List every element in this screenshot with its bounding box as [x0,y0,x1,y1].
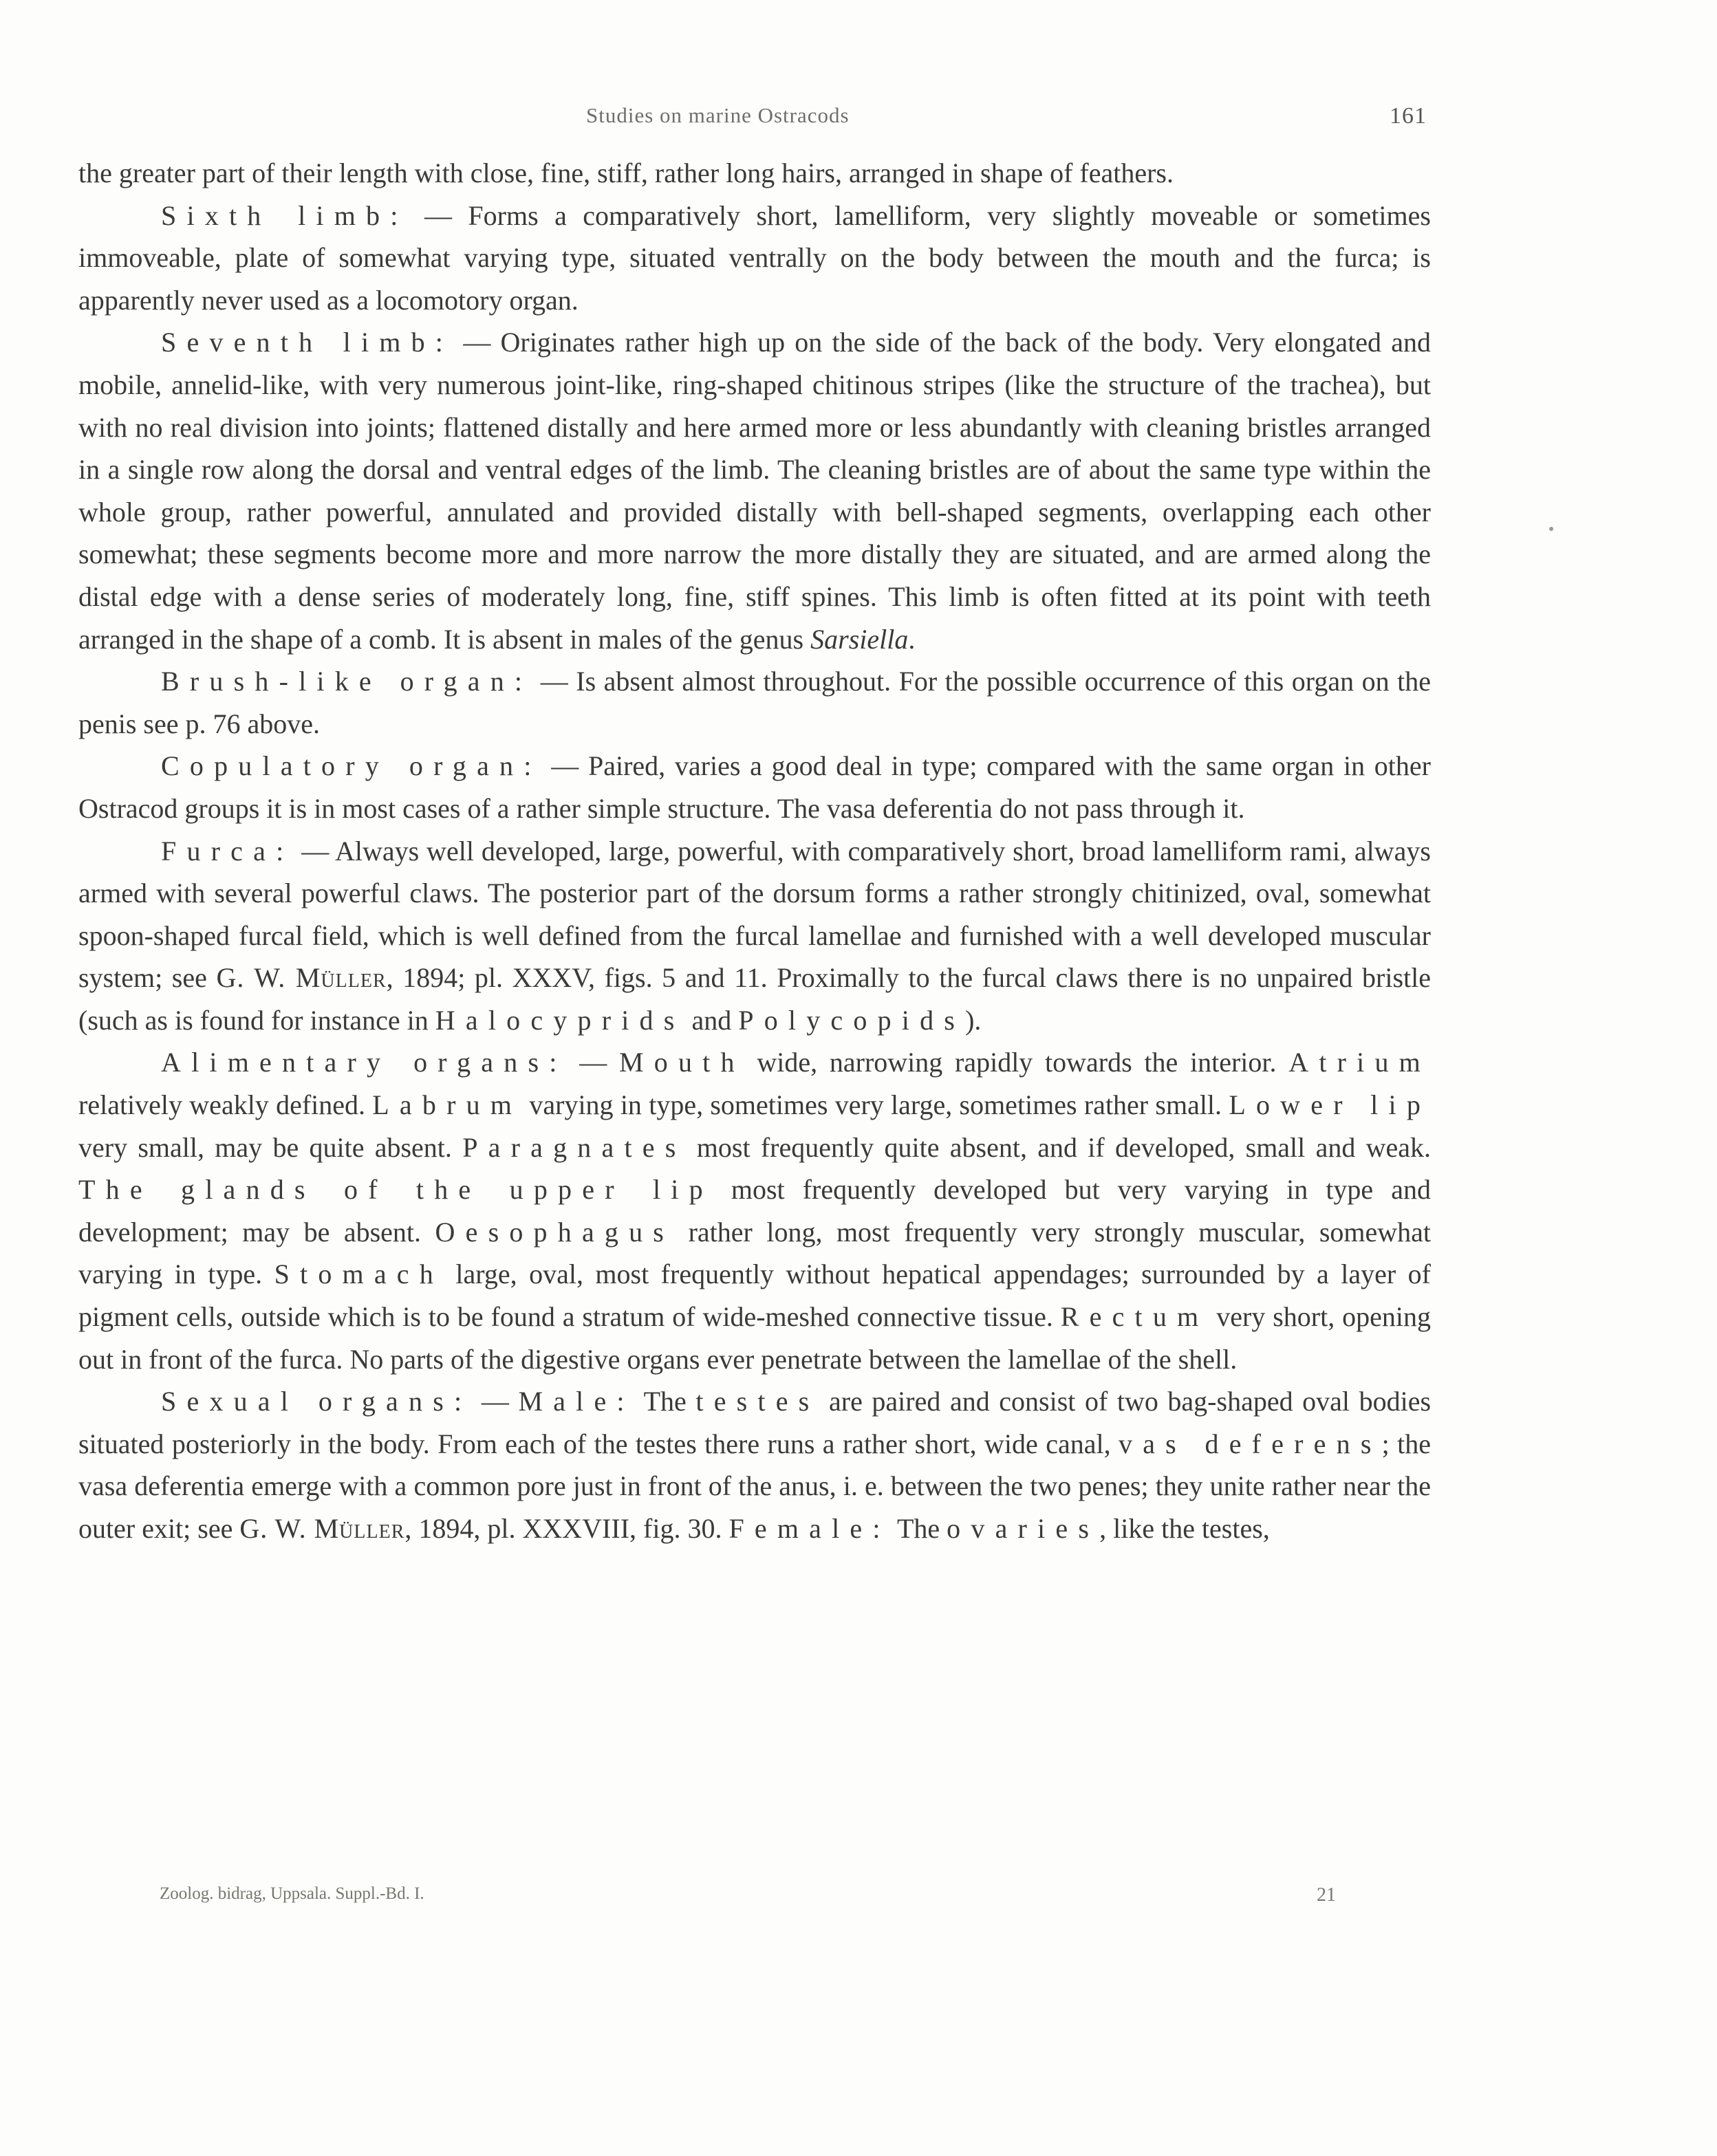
organ-term: Oesophagus [435,1216,675,1248]
paragraph-text: very small, may be quite absent. [78,1131,463,1163]
paragraph-text: — [472,1386,519,1417]
paragraph-furca [78,830,1431,1042]
section-term: Copulatory organ: [161,750,542,782]
journal-footer: Zoolog. bidrag, Uppsala. Suppl.-Bd. I. [160,1884,424,1903]
section-term: Sexual organs: [161,1386,473,1417]
paragraph-text: — [567,1047,619,1078]
section-term: Brush-like organ: [161,666,533,697]
paragraph-text: — Forms a comparatively short, lamelliform, very slightly moveable or sometimes immoveable, plate of somewhat varying type, situated ventrally on the body between the mouth and the furca; is apparently never used as a locomotory organ. [78,199,1431,316]
paragraph-text: — Always well developed, large, powerful, with comparatively short, broad lamelliform rami, always armed with several powerful claws. The posterior part of the dorsum forms a rather strongly chitinized, oval, somewhat spoon-shaped furcal field, which is well defined from the furcal lamellae and furnished with a well developed muscular system; see [78,835,1431,994]
paragraph-text: The [634,1386,696,1417]
paragraph-text: — Originates rather high up on the side of the back of the body. Very elongated and mobile, annelid-like, with very numerous joint-like, ring-shaped chitinous stripes (like the structure of the trachea), but with no real division into joints; flattened distally and here armed more or less abundantly with cleaning bristles arranged in a single row along the dorsal and ventral edges of the limb. The cleaning bristles are of about the same type within the whole group, rather powerful, annulated and provided distally with bell-shaped segments, overlapping each other somewhat; these segments become more and more narrow the more distally they are situated, and are armed along the distal edge with a dense series of moderately long, fine, stiff spines. This limb is often fitted at its point with teeth arranged in the shape of a comb. It is absent in males of the genus [78,327,1432,655]
paragraph-text: ). [965,1004,982,1036]
organ-term: Rectum [1060,1301,1209,1333]
paragraph-text: most frequently quite absent, and if developed, small and weak. [686,1131,1431,1163]
paragraph-text: large, oval, most frequently without hepatical appendages; surrounded by a layer of pigment cells, outside which is to be found a stratum of wide-meshed connective tissue. [78,1259,1431,1333]
paragraph-text: varying in type, sometimes very large, sometimes rather small. [522,1089,1229,1121]
group-name: Halocyprids [435,1004,685,1036]
paragraph-text: . [908,623,916,655]
author-name: G. W. Müller [239,1513,405,1544]
paragraph-text: , like the testes, [1099,1513,1270,1544]
paragraph-text: The [890,1513,947,1544]
page-footer [0,1884,1717,1912]
organ-term: Stomach [274,1259,444,1290]
section-term: Sixth limb: [161,199,409,231]
signature-mark: 21 [1317,1884,1336,1906]
running-title: Studies on marine Ostracods [586,103,850,127]
paragraph-sixth-limb [78,195,1431,322]
paragraph-brush-like-organ [78,660,1431,745]
organ-term: Male: [518,1386,635,1417]
organ-term: Lower lip [1229,1089,1432,1121]
organ-term: vas deferens [1119,1428,1382,1459]
stray-mark [1549,527,1553,531]
paragraph-text: wide, narrowing rapidly towards the interior. [744,1047,1289,1078]
organ-term: testes [695,1386,820,1417]
section-term: Alimentary organs: [161,1047,568,1078]
paragraph-alimentary-organs [78,1041,1431,1380]
group-name: Polycopids [738,1004,966,1036]
paragraph-copulatory-organ [78,745,1431,829]
organ-term: Mouth [618,1047,745,1078]
organ-term: Female: [728,1513,891,1544]
genus-name: Sarsiella [810,623,909,655]
paragraph-text: , 1894; pl. XXXV, figs. 5 and 11. Proximally to the furcal claws there is no unpaired bristle (such as is found for instance in [78,962,1431,1036]
paragraph-continuation [78,152,1431,195]
paragraph-text: — Paired, varies a good deal in type; compared with the same organ in other Ostracod groups it is in most cases of a rather simple structure. The vasa deferentia do not pass through it. [78,750,1431,824]
organ-term: The glands of the upper lip [78,1174,713,1206]
paragraph-text: and [684,1004,739,1036]
paragraph-text: very short, opening out in front of the furca. No parts of the digestive organs ever penetrate between the lamellae of the shell. [78,1301,1431,1375]
paragraph-text: — Is absent almost throughout. For the possible occurrence of this organ on the penis see p. 76 above. [78,666,1431,739]
body-text [78,152,1431,1550]
paragraph-text: relatively weakly defined. [78,1089,373,1121]
author-name: G. W. Müller [216,962,387,994]
organ-term: Paragnates [462,1131,687,1163]
section-term: Furca: [161,835,294,867]
paragraph-sexual-organs [78,1380,1431,1549]
paragraph-text: are paired and consist of two bag-shaped oval bodies situated posteriorly in the body. From each of the testes there runs a rather short, wide canal, [78,1386,1432,1459]
page-header [0,103,1717,138]
paragraph-seventh-limb [78,321,1431,660]
organ-term: Labrum [372,1089,523,1121]
paragraph-text: ; the vasa deferentia emerge with a common pore just in front of the anus, i. e. between the two penes; they unite rather near the outer exit; see [78,1428,1431,1544]
section-term: Seventh limb: [161,327,454,358]
page-number: 161 [1390,103,1427,129]
paragraph-text: , 1894, pl. XXXVIII, fig. 30. [404,1513,729,1544]
paragraph-text: most frequently developed but very varying in type and development; may be absent. [78,1174,1431,1248]
organ-term: ovaries [947,1513,1100,1544]
organ-term: Atrium [1288,1047,1431,1078]
paragraph-text: rather long, most frequently very strongly muscular, somewhat varying in type. [78,1216,1431,1290]
paragraph-text: the greater part of their length with close, fine, stiff, rather long hairs, arranged in shape of feathers. [78,157,1174,188]
